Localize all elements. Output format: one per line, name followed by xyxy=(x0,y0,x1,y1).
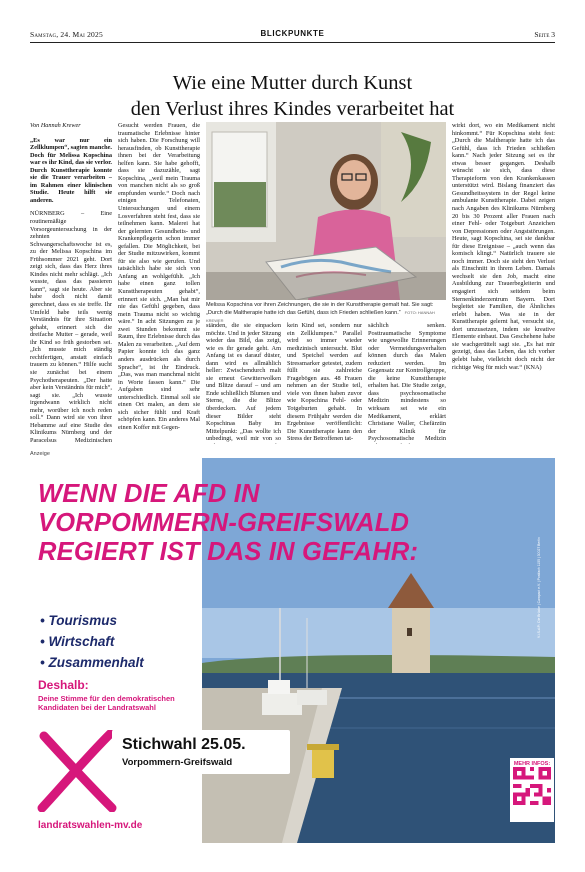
ad-runoff-region: Vorpommern-Greifswald xyxy=(122,757,233,768)
article-photo xyxy=(206,122,446,300)
photo-illustration xyxy=(206,122,446,300)
ad-topic-item: • Zusammenhalt xyxy=(40,652,144,673)
headline-line-1: Wie eine Mutter durch Kunst xyxy=(172,71,413,94)
column-5-text: sächlich senken. Posttraumatische Symptome wie ungewollte Erinnerungen oder Vermeidungsverhalten können durch das Malen reduziert werden. Im Gegensatz zur Kontrollgruppe, die keine Kunsttherapie erhalten hat. Die Studie zeige, dass psychosomatische Medizin mindestens so wirksam sei wie ein Medikament, erklärt Christiane Waller, Chefärztin der Klinik für Psychosomatische Medizin xyxy=(368,322,446,443)
ad-website-link[interactable]: landratswahlen-mv.de xyxy=(38,820,143,831)
ad-imprint: V.i.S.d.P.: Die Brücke | Campact e.V. | Postfach 1155 | 30027 Berlin xyxy=(537,537,541,638)
column-1-text: NÜRNBERG – Eine routinemäßige Vorsorgeuntersuchung in der zehnten Schwangerschaftswoche ist es, zu der Melissa Kopschina im Frühsommer 2021 geht. Dort zeigt sich, dass das Herz ihres Kindes nicht mehr schlägt. „Ich wusste, dass das passieren kann“, sagt sie heute. Aber sie habe doch nicht damit gerechnet, dass es sie treffe. Ihr Umfeld habe teils wenig Verständnis für ihre Situation gehabt, erinnert sich die dreifache Mutter – gerade, weil ihr Kind so früh gestorben sei. „Ich musste mich ständig rechtfertigen, anstatt einfach trauern zu können.“ Hilfe sucht sie zunächst bei einem Psychotherapeuten. „Der hatte aber kein Verständnis für mich“, sagt sie. „Ich wusste irgendwann wirklich nicht mehr, worüber ich noch reden soll.“ Dann wird sie von ihrer Hebamme auf eine Studie des Klinikums Nürnberg und der Paracelsus Medizinischen xyxy=(30,210,112,444)
qr-code-icon xyxy=(513,767,551,805)
column-6-text: wirkt dort, wo ein Medikament nicht hinkommt.“ Für Kopschina steht fest: „Durch die Maltherapie hatte ich das Gefühl, dass ich Frieden schließen kann.“ Nach jeder Sitzung sei es ihr etwas besser gegangen. Deshalb wünscht sie sich, dass diese Therapieform von den Krankenkassen unterstützt wird. Bislang finanziert das Gesundheitssystem in der Regel keine ambulante Kunsttherapie. Dabei zeigen nach Angaben des Klinikums Nürnberg 20 bis 30 Prozent aller Frauen nach einer Fehl- oder Totgeburt Anzeichen von Depressionen oder Angststörungen. Heute, sagt Kopschina, sei sie dankbar für diese Ereignisse – „auch wenn das komisch klingt.“ Natürlich trauere sie noch immer. Doch sie sieht den Verlust als Einschnitt in ihrem Leben. Damals wechselt sie den Job, macht eine Ausbildung zur Trauerbegleiterin und engagiert sich seitdem beim Sternenkinderzentrum Bayern. Dort begleitet sie Familien, die Ähnliches erlebt haben. Was sie in der Kunsttherapie gelernt hat, versucht sie, dort umzusetzen, indem sie kreative Elemente einbaut. Das Geschehene habe sie wachgerüttelt sagt sie. „Es hat mir gezeigt, dass das Leben, das ich vorher gelebt habe, vielleicht doch nicht der richtige Weg für mich war.“ (KNA) xyxy=(452,122,555,371)
campaign-ad xyxy=(30,458,555,843)
ad-headline: WENN DIE AFD IN VORPOMMERN-GREIFSWALD REGIERT IST DAS IN GEFAHR: xyxy=(38,480,419,566)
headline-line-2: den Verlust ihres Kindes verarbeitet hat xyxy=(130,97,455,120)
ad-topic-list xyxy=(40,610,144,673)
header-rule xyxy=(30,42,555,43)
ad-label: Anzeige xyxy=(30,451,50,457)
article-lead: „Es war nur ein Zellklumpen“, sagten manche. Doch für Melissa Kopschina war es ihr Kind, das sie verlor. Durch Kunsttherapie konnte sie die Trauer verarbeiten – im Rahmen einer klinischen Studie. Heute hilft sie anderen. xyxy=(30,136,112,204)
column-2-text: Gesucht werden Frauen, die traumatische Erlebnisse hinter sich haben. Die Forschung will herausfinden, ob Kunsttherapie ihnen bei der Verarbeitung helfen kann. Sie habe gehofft, dass sie dazuzähle, sagt Kopschina, „weil mein Trauma von manchen nicht als so groß empfunden wurde.“ Doch nach einigen Telefonaten, Untersuchungen und einem Losverfahren steht fest, dass sie teilnehmen kann. Malerei hat der gelernten Gesundheits- und Krankenpflegerin schon immer gefallen. Die Möglichkeit, bei der Studie mitzuwirken, kommt für sie also wie gerufen. Und tatsächlich habe sie sich von Anfang an wohlgefühlt. „Ich habe einen ganz tollen Kunsttherapeuten gehabt“, erinnert sie sich. „Man hat mir nie das Gefühl gegeben, dass mein Trauma nicht so wichtig wäre.“ In acht Sitzungen zu je zwei Stunden bekommt sie Raum, ihre Erlebnisse durch das Malen zu verarbeiten. „Auf dem Papier konnte ich das ganz anders ausdrücken als durch Sprache“, ist ihr Eindruck. „Das, was man manchmal nicht in Worte fassen kann.“ Die Aufgaben sind sehr unterschiedlich. Einmal soll sie einen Ort malen, an dem sie sich sicher fühlt und Kraft schöpfen kann. Ein anderes Mal einen Koffer mit Gegen- xyxy=(118,122,200,431)
byline: Von Hannah Krewer xyxy=(30,122,81,129)
page-number: Seite 3 xyxy=(534,30,555,39)
issue-date: Samstag, 24. Mai 2025 xyxy=(30,30,103,39)
column-3-text: ständen, die sie einpacken möchte. Und in jeder Sitzung wieder das Bild, das zeigt, wie es ihr gerade geht. Am Anfang ist es darauf düster, dann wird es allmählich heller: Zwischendurch malt sie erneut Gewitterwolken und Blitze darauf – und am Ende schließlich Blumen und Sterne, die die Blitze überdecken. Auf jedem dieser Bilder steht Kopschinas Baby im Mittelpunkt: „Das wollte ich unbedingt, weil mir von so xyxy=(206,322,281,443)
ballot-cross-icon xyxy=(36,730,118,812)
article-column-4 xyxy=(287,322,362,444)
ad-runoff-date: Stichwahl 25.05. xyxy=(122,736,246,753)
article-column-1 xyxy=(30,122,112,444)
page-header xyxy=(30,27,555,41)
ad-qr-box[interactable] xyxy=(510,758,554,822)
caption-text: Melissa Kopschina vor ihren Zeichnungen, die sie in der Kunsttherapie gemalt hat. Sie sagt: „Durch die Maltherapie hatte ich das Gefühl, dass ich Frieden schließen kann.“ xyxy=(206,302,434,316)
ad-runoff-box xyxy=(112,730,290,774)
article-column-3 xyxy=(206,322,281,444)
article-column-6 xyxy=(452,122,555,444)
photo-credit: FOTO: HANNAH KREWER xyxy=(206,310,435,323)
ad-topic-item: • Tourismus xyxy=(40,610,144,631)
qr-label: MEHR INFOS: xyxy=(513,761,551,767)
article-column-5 xyxy=(368,322,446,444)
section-name: BLICKPUNKTE xyxy=(260,29,325,38)
ad-topic-item: • Wirtschaft xyxy=(40,631,144,652)
ad-call-to-vote: Deine Stimme für den demokratischen Kandidaten bei der Landratswahl xyxy=(38,694,175,712)
article-column-2 xyxy=(118,122,200,444)
column-4-text: kein Kind sei, sondern nur ein Zellklumpen.“ Parallel wird so immer wieder medizinisch untersucht. Blut und Speichel werden auf Stressmarker getestet, zudem füllt sie zahlreiche Fragebögen aus. 48 Frauen nehmen an der Studie teil, viele von ihnen haben zuvor wie Kopschina Fehl- oder Totgeburten gehabt. In diesem Frühjahr werden die Ergebnisse veröffentlicht: Die Kunsttherapie kann den Stress der Betroffenen tat- xyxy=(287,322,362,443)
article-headline xyxy=(30,70,555,122)
ad-deshalb: Deshalb: xyxy=(38,678,89,692)
